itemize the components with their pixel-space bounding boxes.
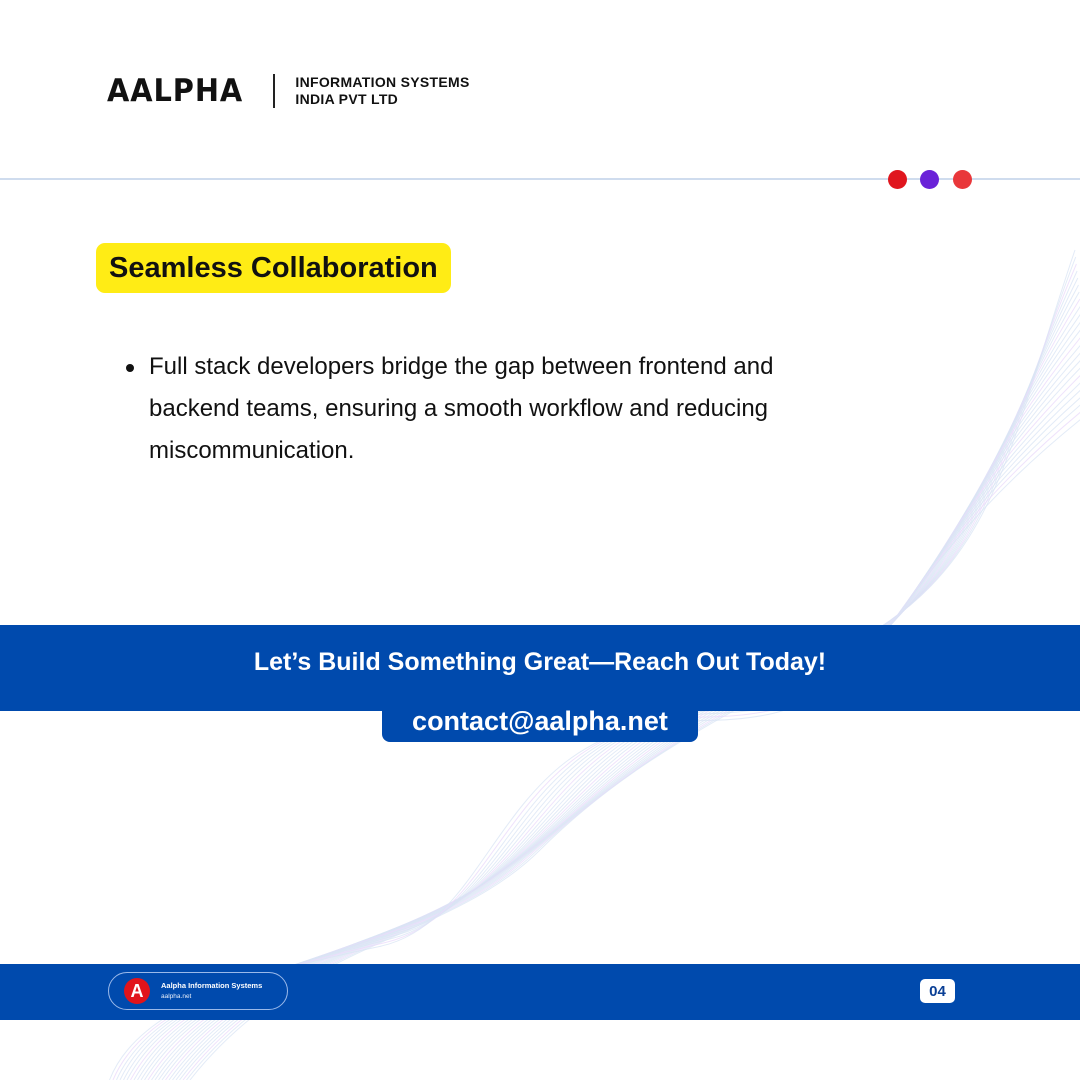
page-number-badge: 04: [920, 979, 955, 1003]
purple-dot-icon: [920, 170, 939, 189]
coral-dot-icon: [953, 170, 972, 189]
logo-subtitle-line2: INDIA PVT LTD: [295, 91, 399, 107]
bullet-item: [126, 346, 826, 472]
logo-subtitle-line1: INFORMATION SYSTEMS: [295, 74, 470, 90]
footer-brand-name: Aalpha Information Systems: [161, 981, 263, 990]
logo-divider: [273, 74, 275, 108]
footer-brand-url[interactable]: aalpha.net: [161, 993, 192, 1000]
section-heading: Seamless Collaboration: [96, 243, 451, 293]
aalpha-logo-icon: A: [124, 978, 150, 1004]
cta-headline: Let’s Build Something Great—Reach Out Today!: [253, 648, 827, 676]
header-divider-line: [0, 178, 1080, 180]
logo-wordmark: AALPHA: [107, 73, 244, 109]
contact-email-link[interactable]: contact@aalpha.net: [382, 700, 698, 742]
red-dot-icon: [888, 170, 907, 189]
bullet-list: [126, 346, 826, 472]
bullet-icon: [126, 364, 134, 372]
logo-subtitle: [295, 74, 469, 108]
bullet-text: Full stack developers bridge the gap between frontend and backend teams, ensuring a smooth workflow and reducing miscommunication.: [149, 353, 774, 464]
company-logo: [107, 70, 470, 112]
